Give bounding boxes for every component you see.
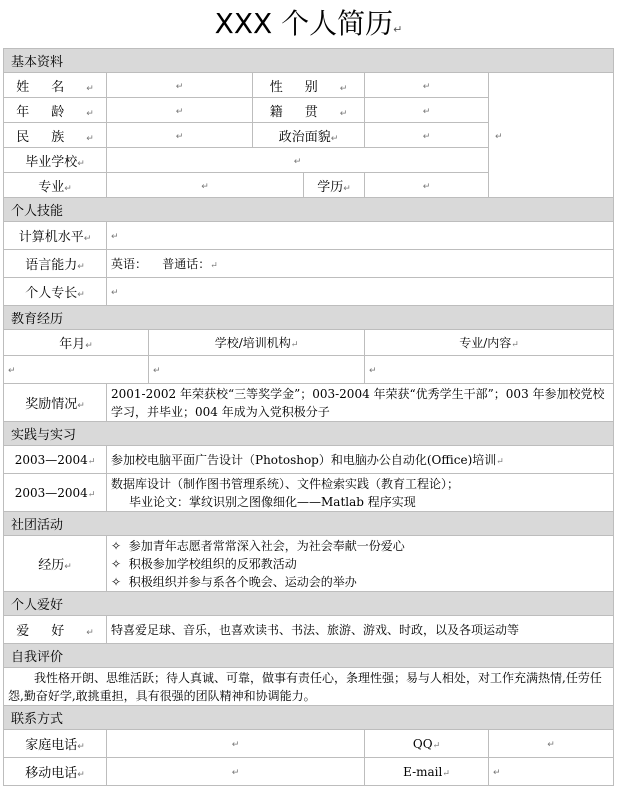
language-label: 语言能力↵ xyxy=(4,250,107,278)
resume-table xyxy=(3,48,614,786)
qq-value[interactable]: ↵ xyxy=(489,730,614,758)
school-value[interactable]: ↵ xyxy=(107,148,489,173)
practice-content: 数据库设计（制作图书管理系统）、文件检索实践（教育工程论）； 毕业论文：掌纹识别之图像细化——Matlab 程序实现 xyxy=(107,474,614,512)
clubs-list xyxy=(107,536,614,592)
section-self-eval: 自我评价 xyxy=(4,644,614,668)
degree-label: 学历↵ xyxy=(304,173,365,198)
col-date-header: 年月↵ xyxy=(4,330,149,356)
practice-period: 2003—2004↵ xyxy=(4,446,107,474)
email-label: E-mail↵ xyxy=(365,758,489,786)
gender-value[interactable]: ↵ xyxy=(365,73,489,98)
major-value[interactable]: ↵ xyxy=(107,173,304,198)
photo-cell[interactable]: ↵ xyxy=(489,73,614,198)
section-practice: 实践与实习 xyxy=(4,422,614,446)
edu-date-cell[interactable]: ↵ xyxy=(4,356,149,384)
name-value[interactable]: ↵ xyxy=(107,73,253,98)
mobile-value[interactable]: ↵ xyxy=(107,758,365,786)
political-value[interactable]: ↵ xyxy=(365,123,489,148)
list-item: ✧ 参加青年志愿者常常深入社会，为社会奉献一份爱心 xyxy=(111,538,405,553)
section-education: 教育经历 xyxy=(4,306,614,330)
col-school-header: 学校/培训机构↵ xyxy=(149,330,365,356)
page-title: XXX 个人简历↵ xyxy=(214,7,403,40)
age-label: 年龄↵ xyxy=(4,98,107,123)
gender-label: 性别↵ xyxy=(253,73,365,98)
home-phone-value[interactable]: ↵ xyxy=(107,730,365,758)
hobbies-label: 爱好↵ xyxy=(4,616,107,644)
specialty-label: 个人专长↵ xyxy=(4,278,107,306)
name-label: 姓名↵ xyxy=(4,73,107,98)
clubs-label: 经历↵ xyxy=(4,536,107,592)
major-label: 专业↵ xyxy=(4,173,107,198)
political-label: 政治面貌↵ xyxy=(253,123,365,148)
section-contact: 联系方式 xyxy=(4,706,614,730)
list-item: ✧ 积极参加学校组织的反邪教活动 xyxy=(111,556,297,571)
ethnicity-label: 民族↵ xyxy=(4,123,107,148)
practice-content: 参加校电脑平面广告设计（Photoshop）和电脑办公自动化(Office)培训↵ xyxy=(107,446,614,474)
awards-text: 2001-2002 年荣获校“三等奖学金”；003-2004 年荣获“优秀学生干部”；003 年参加校党校学习，并毕业；004 年成为入党积极分子 xyxy=(107,384,614,422)
diamond-bullet-icon: ✧ xyxy=(111,538,122,553)
native-value[interactable]: ↵ xyxy=(365,98,489,123)
section-basic: 基本资料 xyxy=(4,49,614,73)
col-major-header: 专业/内容↵ xyxy=(365,330,614,356)
age-value[interactable]: ↵ xyxy=(107,98,253,123)
ethnicity-value[interactable]: ↵ xyxy=(107,123,253,148)
school-label: 毕业学校↵ xyxy=(4,148,107,173)
computer-value[interactable]: ↵ xyxy=(107,222,614,250)
email-value[interactable]: ↵ xyxy=(489,758,614,786)
edu-major-cell[interactable]: ↵ xyxy=(365,356,614,384)
native-label: 籍贯↵ xyxy=(253,98,365,123)
edu-school-cell[interactable]: ↵ xyxy=(149,356,365,384)
diamond-bullet-icon: ✧ xyxy=(111,556,122,571)
mobile-label: 移动电话↵ xyxy=(4,758,107,786)
section-hobbies: 个人爱好 xyxy=(4,592,614,616)
practice-period: 2003—2004↵ xyxy=(4,474,107,512)
diamond-bullet-icon: ✧ xyxy=(111,574,122,589)
qq-label: QQ↵ xyxy=(365,730,489,758)
home-phone-label: 家庭电话↵ xyxy=(4,730,107,758)
awards-label: 奖励情况↵ xyxy=(4,384,107,422)
hobbies-text: 特喜爱足球、音乐，也喜欢读书、书法、旅游、游戏、时政，以及各项运动等 xyxy=(107,616,614,644)
self-eval-text: 我性格开朗、思维活跃；待人真诚、可靠，做事有责任心，条理性强；易与人相处，对工作充满热情,任劳任怨,勤奋好学,敢挑重担，具有很强的团队精神和协调能力。 xyxy=(4,668,614,706)
specialty-value[interactable]: ↵ xyxy=(107,278,614,306)
section-clubs: 社团活动 xyxy=(4,512,614,536)
computer-label: 计算机水平↵ xyxy=(4,222,107,250)
language-value[interactable]: 英语： 普通话：↵ xyxy=(107,250,614,278)
list-item: ✧ 积极组织并参与系各个晚会、运动会的举办 xyxy=(111,574,357,589)
degree-value[interactable]: ↵ xyxy=(365,173,489,198)
section-skills: 个人技能 xyxy=(4,198,614,222)
